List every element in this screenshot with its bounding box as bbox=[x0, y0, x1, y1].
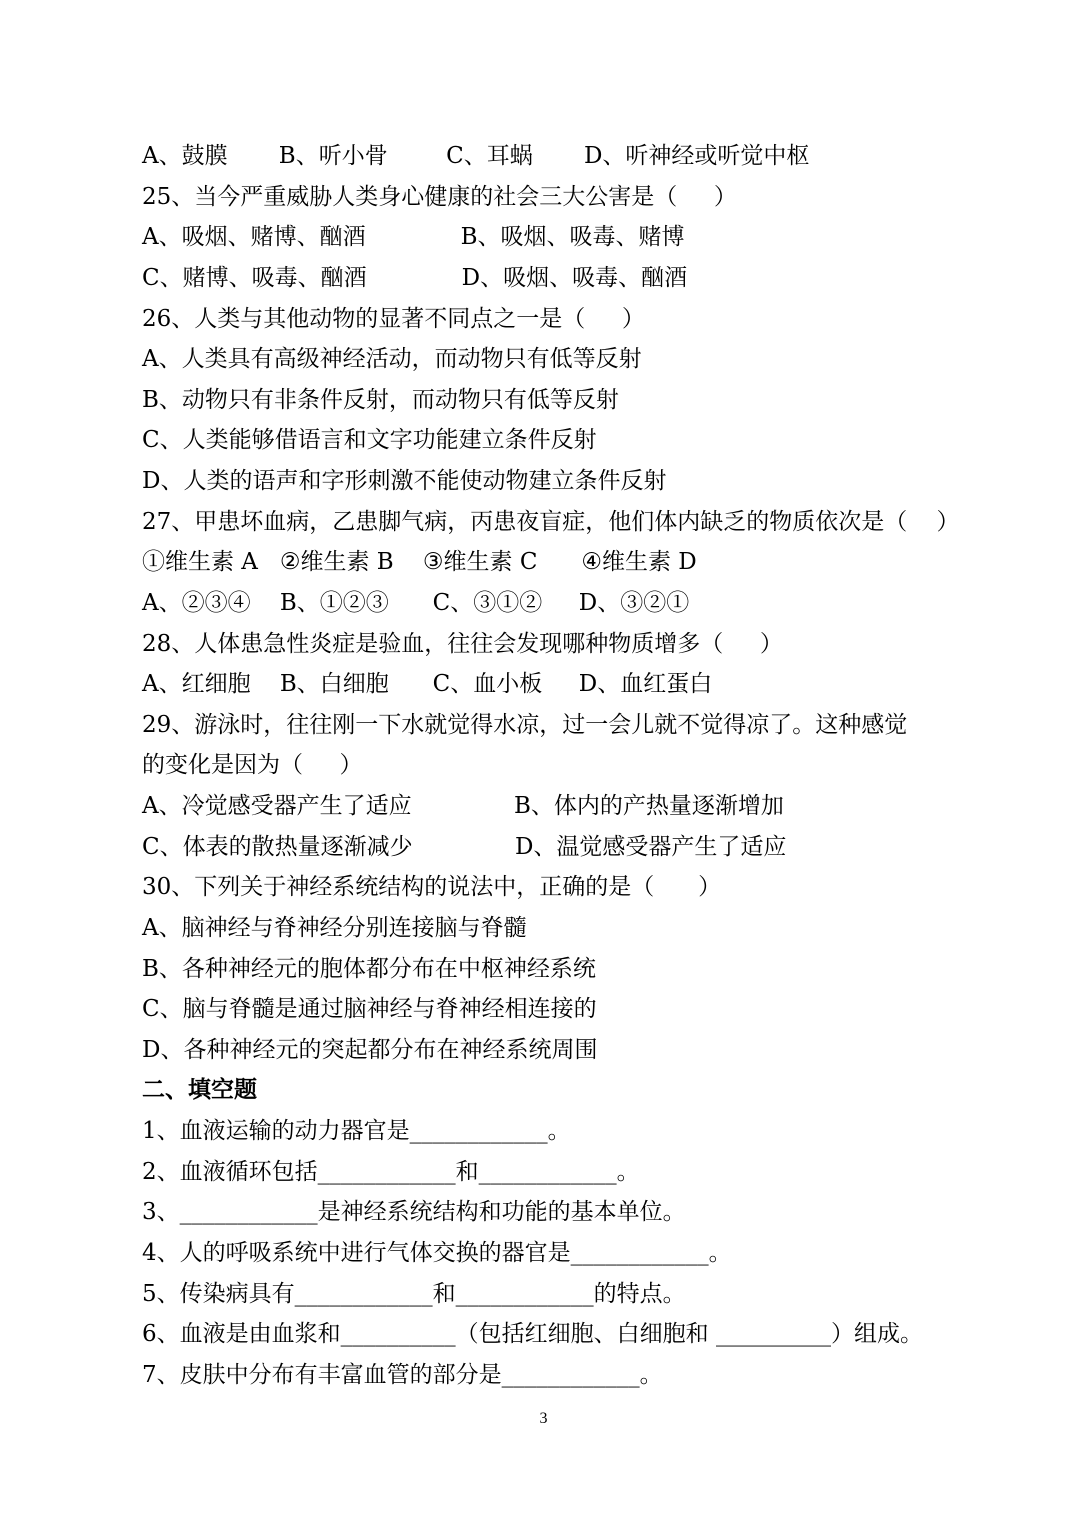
q28-stem: 28、人体患急性炎症是验血，往往会发现哪种物质增多（ ） bbox=[142, 631, 783, 657]
fill-q7: 7、皮肤中分布有丰富血管的部分是____________。 bbox=[142, 1362, 663, 1388]
page-number: 3 bbox=[539, 1410, 548, 1427]
q30-option-c: C、脑与脊髓是通过脑神经与脊神经相连接的 bbox=[142, 996, 597, 1022]
fill-q5: 5、传染病具有____________和____________的特点。 bbox=[142, 1281, 686, 1307]
q25-options-ab: A、吸烟、赌博、酗酒 B、吸烟、吸毒、赌博 bbox=[142, 224, 685, 250]
q26-option-c: C、人类能够借语言和文字功能建立条件反射 bbox=[142, 427, 597, 453]
q27-items: ①维生素 A ②维生素 B ③维生素 C ④维生素 D bbox=[142, 549, 697, 575]
q30-option-a: A、脑神经与脊神经分别连接脑与脊髓 bbox=[142, 915, 527, 941]
q29-options-ab: A、冷觉感受器产生了适应 B、体内的产热量逐渐增加 bbox=[142, 793, 784, 819]
q25-stem: 25、当今严重威胁人类身心健康的社会三大公害是（ ） bbox=[142, 184, 737, 210]
fill-q4: 4、人的呼吸系统中进行气体交换的器官是____________。 bbox=[142, 1240, 732, 1266]
q25-options-cd: C、赌博、吸毒、酗酒 D、吸烟、吸毒、酗酒 bbox=[142, 265, 688, 291]
fill-q3: 3、____________是神经系统结构和功能的基本单位。 bbox=[142, 1199, 686, 1225]
section-heading: 二、填空题 bbox=[142, 1077, 257, 1103]
q28-options: A、红细胞 B、白细胞 C、血小板 D、血红蛋白 bbox=[142, 671, 713, 697]
q24-options: A、鼓膜 B、听小骨 C、耳蜗 D、听神经或听觉中枢 bbox=[142, 143, 810, 169]
q26-option-d: D、人类的语声和字形刺激不能使动物建立条件反射 bbox=[142, 468, 667, 494]
q30-option-d: D、各种神经元的突起都分布在神经系统周围 bbox=[142, 1037, 598, 1063]
fill-q1: 1、血液运输的动力器官是____________。 bbox=[142, 1118, 571, 1144]
fill-q6: 6、血液是由血浆和__________（包括红细胞、白细胞和 __________）组成。 bbox=[142, 1321, 923, 1347]
q27-stem: 27、甲患坏血病，乙患脚气病，丙患夜盲症，他们体内缺乏的物质依次是（ ） bbox=[142, 509, 960, 535]
q26-stem: 26、人类与其他动物的显著不同点之一是（ ） bbox=[142, 306, 645, 332]
fill-q2: 2、血液循环包括____________和____________。 bbox=[142, 1159, 640, 1185]
q30-option-b: B、各种神经元的胞体都分布在中枢神经系统 bbox=[142, 956, 596, 982]
q29-options-cd: C、体表的散热量逐渐减少 D、温觉感受器产生了适应 bbox=[142, 834, 787, 860]
q29-stem: 29、游泳时，往往刚一下水就觉得水凉，过一会儿就不觉得凉了。这种感觉 bbox=[142, 712, 908, 738]
q26-option-b: B、动物只有非条件反射，而动物只有低等反射 bbox=[142, 387, 619, 413]
q30-stem: 30、下列关于神经系统结构的说法中，正确的是（ ） bbox=[142, 874, 722, 900]
q27-options: A、②③④ B、①②③ C、③①② D、③②① bbox=[142, 590, 690, 616]
q29-stem-cont: 的变化是因为（ ） bbox=[142, 752, 363, 778]
q26-option-a: A、人类具有高级神经活动，而动物只有低等反射 bbox=[142, 346, 642, 372]
